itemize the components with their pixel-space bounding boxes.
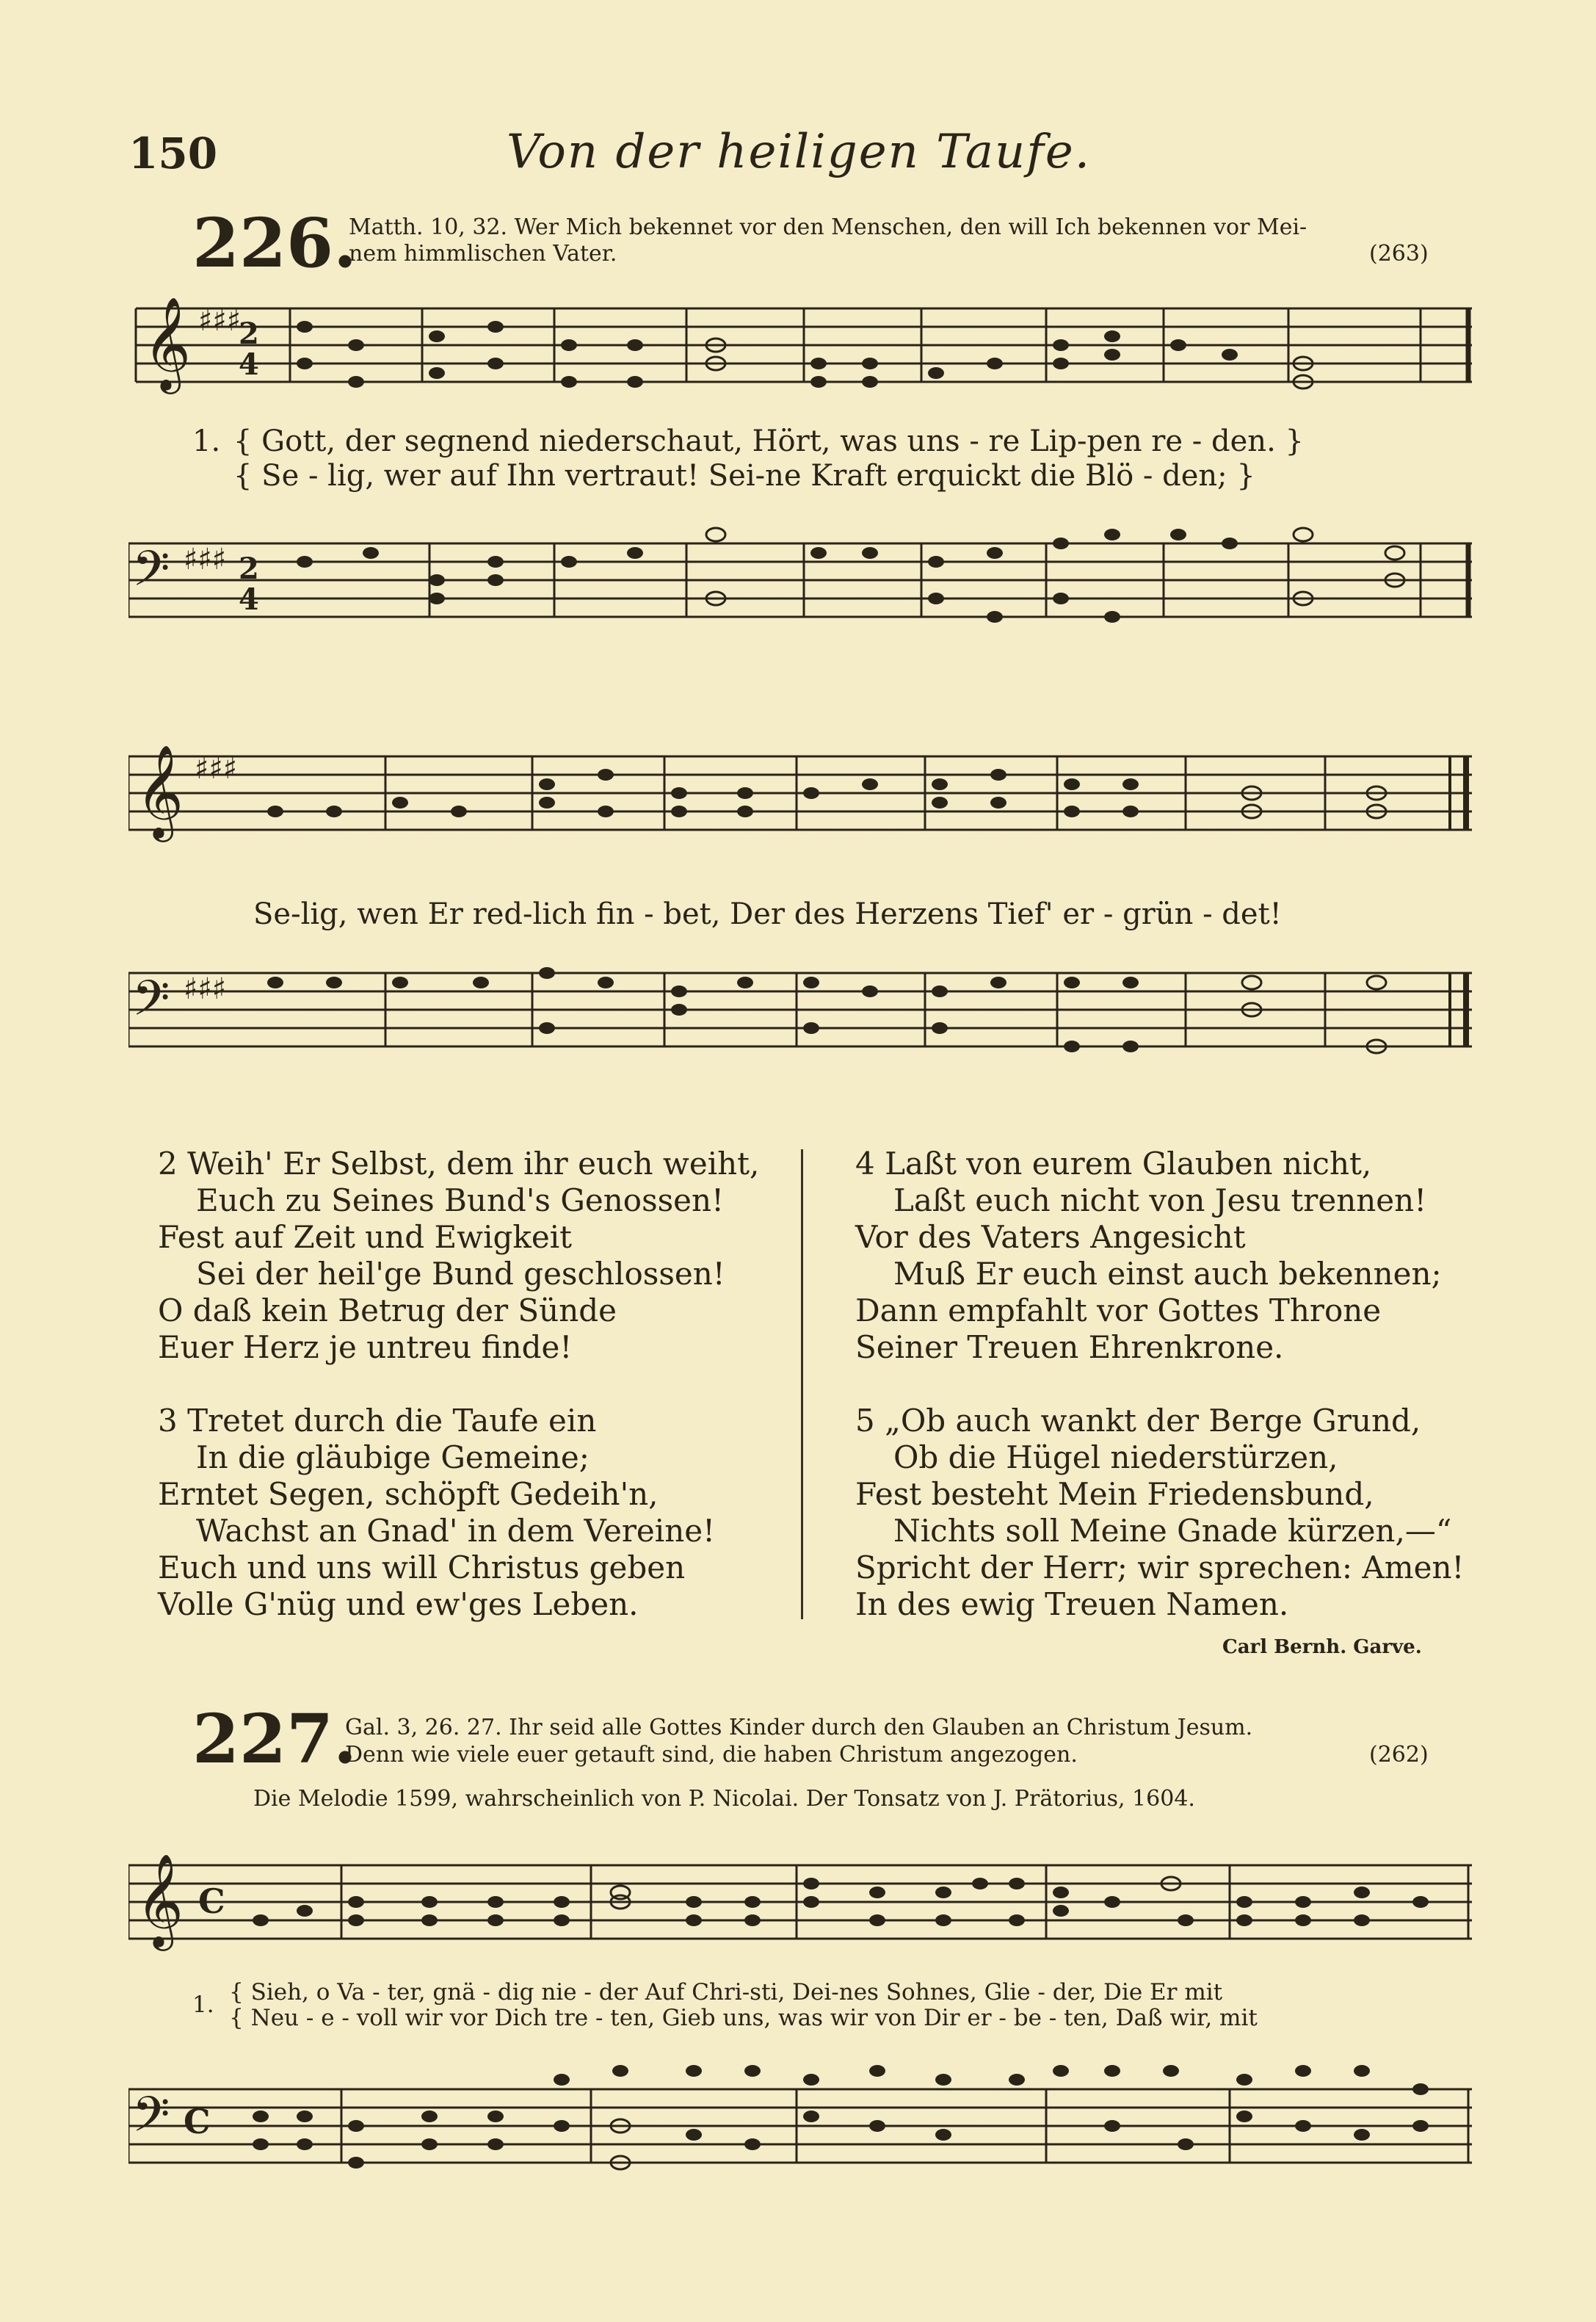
hymn-226-number: 226. [192, 203, 358, 283]
svg-text:2: 2 [239, 551, 259, 586]
stanza-5 [855, 1403, 1464, 1623]
hymn-227-treble-staff [128, 1843, 1479, 1961]
stanza-line: In des ewig Treuen Namen. [855, 1586, 1289, 1622]
svg-text:2: 2 [239, 317, 259, 351]
hymn-226-system1-treble-staff [128, 294, 1479, 426]
stanza-line: Tretet durch die Taufe ein [187, 1403, 597, 1439]
hymn-227-lyric-line1: { Sieh, o Va - ter, gnä - dig nie - der Auf Chri-sti, Dei-nes Sohnes, Glie - der, Die Er mit [229, 1979, 1223, 2005]
hymn-227-verse1-number: 1. [192, 1992, 214, 2018]
stanza-line: Fest auf Zeit und Ewigkeit [158, 1219, 573, 1255]
svg-text:𝄢: 𝄢 [132, 540, 170, 609]
page-title: Von der heiligen Taufe. [507, 125, 1092, 179]
stanza-line: Fest besteht Mein Friedensbund, [855, 1476, 1374, 1512]
hymn-227-scripture-line1: Gal. 3, 26. 27. Ihr seid alle Gottes Kinder durch den Glauben an Christum Jesum. [345, 1715, 1253, 1740]
hymn-226-verse1-number: 1. [192, 424, 221, 458]
hymn-226-scripture-line1: Matth. 10, 32. Wer Mich bekennet vor den Menschen, den will Ich bekennen vor Mei- [349, 214, 1307, 240]
stanza-line: Nichts soll Meine Gnade kürzen,—“ [893, 1513, 1452, 1549]
column-divider [801, 1149, 803, 1619]
stanza-line: Weih' Er Selbst, dem ihr euch weiht, [187, 1146, 760, 1182]
hymn-226-system2-bass-staff [128, 944, 1479, 1068]
stanza-line: In die gläubige Gemeine; [196, 1439, 590, 1475]
hymn-226-scripture-line2: nem himmlischen Vater. [349, 241, 617, 267]
svg-text:𝄞: 𝄞 [143, 296, 192, 390]
svg-text:♯♯♯: ♯♯♯ [195, 752, 238, 786]
hymn-227-scripture-line2: Denn wie viele euer getauft sind, die haben Christum angezogen. [345, 1742, 1078, 1768]
svg-text:𝄢: 𝄢 [132, 970, 170, 1038]
stanza-3 [158, 1403, 715, 1623]
stanza-line: Dann empfahlt vor Gottes Throne [855, 1292, 1382, 1328]
stanza-line: Laßt euch nicht von Jesu trennen! [893, 1182, 1427, 1218]
svg-text:𝄞: 𝄞 [136, 1853, 184, 1947]
svg-text:C: C [198, 1881, 225, 1921]
svg-text:♯♯♯: ♯♯♯ [184, 543, 227, 576]
hymn-226-lyric-line3: Se-lig, wen Er red-lich fin - bet, Der des Herzens Tief' er - grün - det! [253, 897, 1282, 931]
stanza-3-number: 3 [158, 1403, 178, 1439]
stanza-line: Euer Herz je untreu finde! [158, 1329, 573, 1365]
stanza-line: Euch zu Seines Bund's Genossen! [196, 1182, 724, 1218]
stanza-4 [855, 1146, 1442, 1366]
hymn-226-lyric-line2: { Se - lig, wer auf Ihn vertraut! Sei-ne Kraft erquickt die Blö - den; } [233, 459, 1255, 493]
stanza-line: Laßt von eurem Glauben nicht, [885, 1146, 1372, 1182]
stanza-line: Erntet Segen, schöpft Gedeih'n, [158, 1476, 659, 1512]
svg-text:C: C [184, 2102, 211, 2141]
svg-text:♯♯♯: ♯♯♯ [184, 972, 227, 1006]
hymn-226-author: Carl Bernh. Garve. [1222, 1636, 1422, 1658]
svg-text:♯♯♯: ♯♯♯ [198, 304, 242, 338]
stanza-line: „Ob auch wankt der Berge Grund, [885, 1403, 1421, 1439]
stanza-2-number: 2 [158, 1146, 178, 1182]
stanza-line: Volle G'nüg und ew'ges Leben. [158, 1586, 639, 1622]
hymn-227-melody-note: Die Melodie 1599, wahrscheinlich von P. Nicolai. Der Tonsatz von J. Prätorius, 1604. [253, 1786, 1195, 1812]
hymn-227-lyric-line2: { Neu - e - voll wir vor Dich tre - ten, Gieb uns, was wir von Dir er - be - ten, Daß wir, mit [229, 2005, 1258, 2031]
stanza-line: Euch und uns will Christus geben [158, 1549, 686, 1585]
stanza-line: Ob die Hügel niederstürzen, [893, 1439, 1338, 1475]
svg-text:𝄞: 𝄞 [136, 744, 184, 838]
hymn-226-system1-bass-staff [128, 507, 1479, 639]
hymn-226-reference: (263) [1369, 241, 1429, 267]
stanza-line: Spricht der Herr; wir sprechen: Amen! [855, 1549, 1465, 1585]
hymn-227-number: 227. [192, 1699, 358, 1779]
stanza-line: Sei der heil'ge Bund geschlossen! [196, 1256, 725, 1292]
hymn-226-lyric-line1: { Gott, der segnend niederschaut, Hört, was uns - re Lip-pen re - den. } [233, 424, 1304, 458]
stanza-line: Muß Er euch einst auch bekennen; [893, 1256, 1442, 1292]
stanza-line: Seiner Treuen Ehrenkrone. [855, 1329, 1284, 1365]
stanza-line: O daß kein Betrug der Sünde [158, 1292, 617, 1328]
stanza-line: Vor des Vaters Angesicht [855, 1219, 1246, 1255]
hymn-227-reference: (262) [1369, 1742, 1429, 1768]
stanza-2 [158, 1146, 759, 1366]
svg-text:4: 4 [239, 582, 259, 617]
hymn-227-bass-staff [128, 2056, 1479, 2188]
stanza-4-number: 4 [855, 1146, 875, 1182]
svg-text:𝄢: 𝄢 [132, 2086, 170, 2155]
page-number: 150 [128, 129, 218, 178]
svg-text:4: 4 [239, 347, 259, 382]
stanza-5-number: 5 [855, 1403, 875, 1439]
hymn-226-system2-treble-staff [128, 742, 1479, 859]
stanza-line: Wachst an Gnad' in dem Vereine! [196, 1513, 716, 1549]
